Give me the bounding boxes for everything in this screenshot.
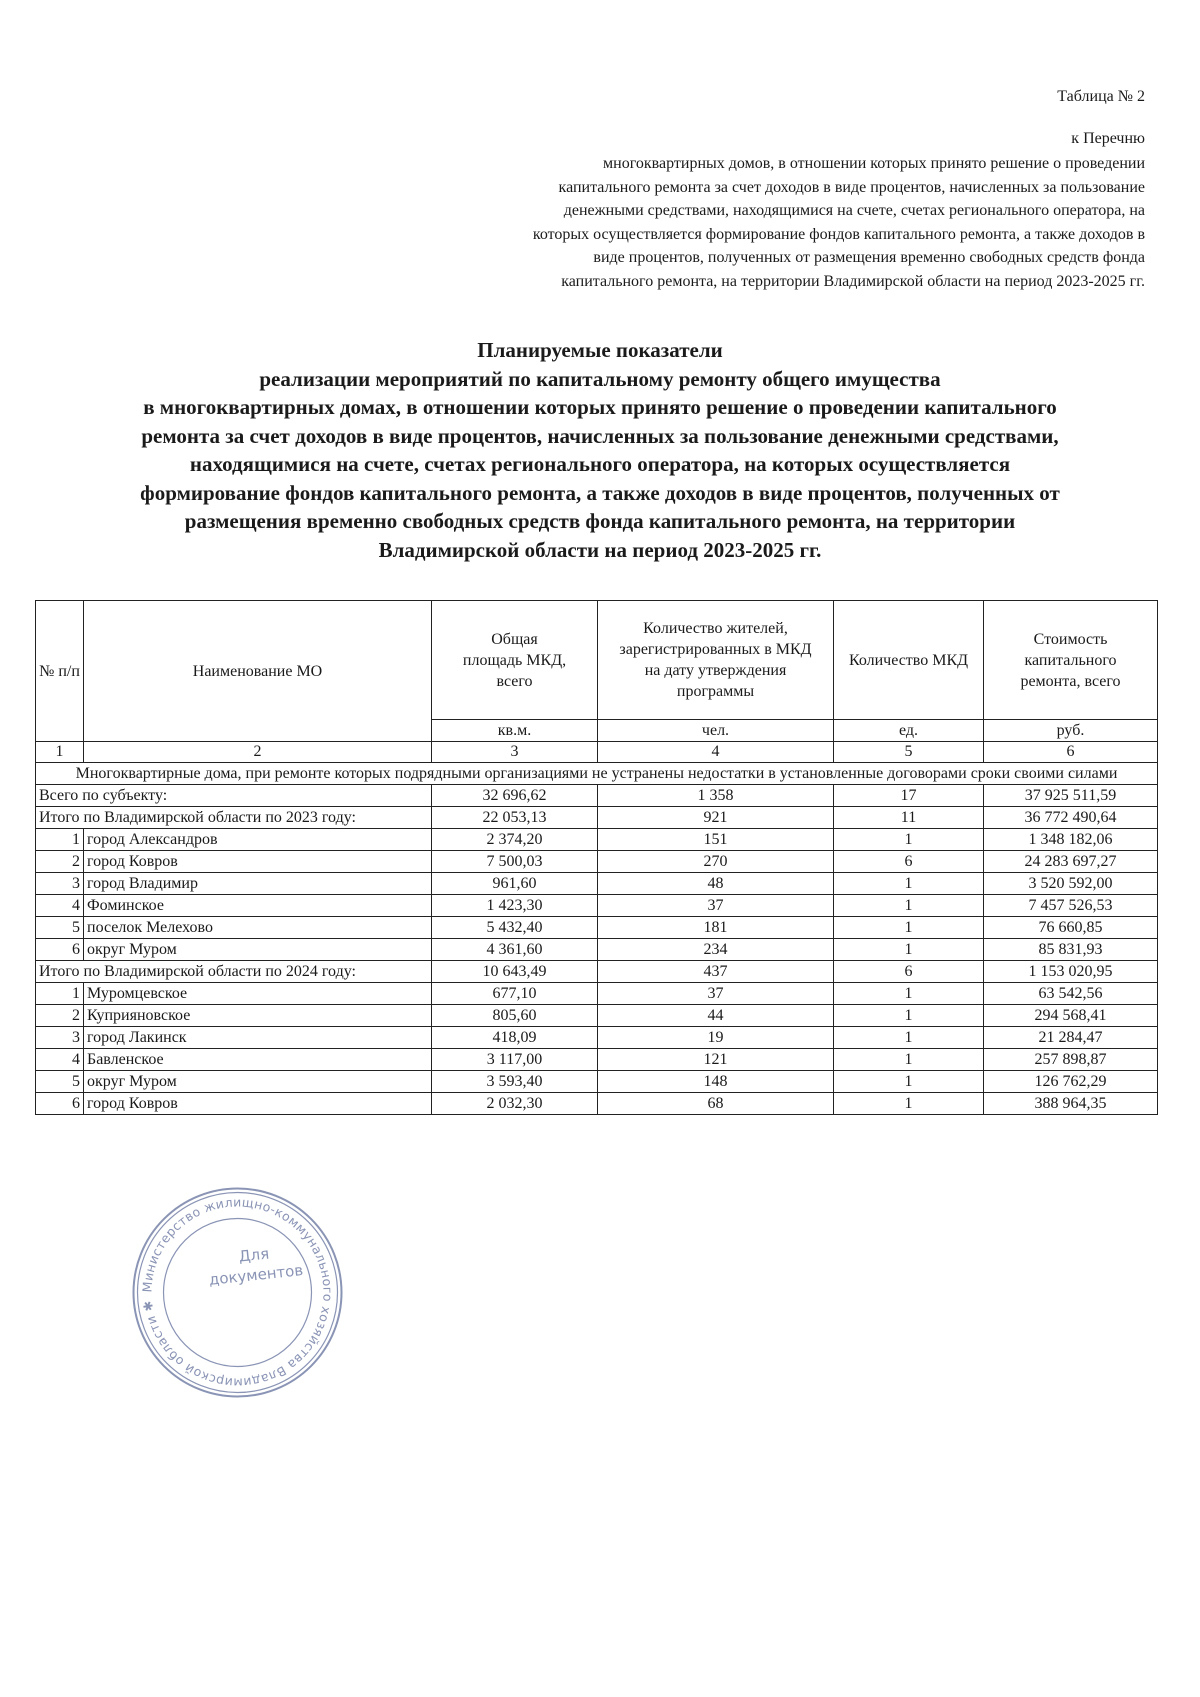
row-num: 3 bbox=[36, 873, 84, 895]
row-area: 1 423,30 bbox=[432, 895, 598, 917]
row-num: 6 bbox=[36, 1093, 84, 1115]
table-row bbox=[36, 895, 1158, 917]
header-num: № п/п bbox=[36, 601, 84, 742]
subtotal-cost: 36 772 490,64 bbox=[984, 807, 1158, 829]
row-residents: 270 bbox=[598, 851, 834, 873]
row-count: 1 bbox=[834, 895, 984, 917]
table-row bbox=[36, 917, 1158, 939]
row-area: 805,60 bbox=[432, 1005, 598, 1027]
row-name: округ Муром bbox=[84, 1071, 432, 1093]
row-cost: 294 568,41 bbox=[984, 1005, 1158, 1027]
title-line: размещения временно свободных средств фонда капитального ремонта, на территории bbox=[184, 509, 1016, 533]
row-num: 2 bbox=[36, 1005, 84, 1027]
col-num: 3 bbox=[432, 742, 598, 763]
total-label: Всего по субъекту: bbox=[36, 785, 432, 807]
subtotal-residents: 437 bbox=[598, 961, 834, 983]
row-residents: 48 bbox=[598, 873, 834, 895]
row-residents: 151 bbox=[598, 829, 834, 851]
row-num: 3 bbox=[36, 1027, 84, 1049]
row-area: 4 361,60 bbox=[432, 939, 598, 961]
row-count: 1 bbox=[834, 939, 984, 961]
row-area: 7 500,03 bbox=[432, 851, 598, 873]
reference-line: капитального ремонта, на территории Владимирской области на период 2023-2025 гг. bbox=[561, 272, 1145, 290]
table-row bbox=[36, 1071, 1158, 1093]
row-residents: 68 bbox=[598, 1093, 834, 1115]
table-number: Таблица № 2 bbox=[1057, 88, 1145, 105]
reference-line: виде процентов, полученных от размещения временно свободных средств фонда bbox=[593, 249, 1145, 266]
title-line: в многоквартирных домах, в отношении которых принято решение о проведении капитального bbox=[143, 395, 1057, 419]
row-residents: 37 bbox=[598, 983, 834, 1005]
subtotal-cost: 1 153 020,95 bbox=[984, 961, 1158, 983]
row-area: 961,60 bbox=[432, 873, 598, 895]
row-count: 1 bbox=[834, 1005, 984, 1027]
row-cost: 85 831,93 bbox=[984, 939, 1158, 961]
table-row bbox=[36, 1027, 1158, 1049]
row-num: 1 bbox=[36, 983, 84, 1005]
total-row bbox=[36, 785, 1158, 807]
row-name: Куприяновское bbox=[84, 1005, 432, 1027]
reference-heading: к Перечню bbox=[1071, 130, 1145, 147]
col-num: 6 bbox=[984, 742, 1158, 763]
row-count: 1 bbox=[834, 1027, 984, 1049]
official-stamp bbox=[130, 1185, 345, 1400]
title-line: реализации мероприятий по капитальному ремонту общего имущества bbox=[259, 366, 941, 391]
row-area: 2 032,30 bbox=[432, 1093, 598, 1115]
row-area: 3 593,40 bbox=[432, 1071, 598, 1093]
header-name: Наименование МО bbox=[84, 601, 432, 742]
row-name: город Владимир bbox=[84, 873, 432, 895]
row-area: 2 374,20 bbox=[432, 829, 598, 851]
unit-residents: чел. bbox=[598, 720, 834, 742]
row-name: Бавленское bbox=[84, 1049, 432, 1071]
row-residents: 121 bbox=[598, 1049, 834, 1071]
row-num: 6 bbox=[36, 939, 84, 961]
header-area: Общая площадь МКД, всего bbox=[432, 601, 598, 720]
row-residents: 234 bbox=[598, 939, 834, 961]
header-residents: Количество жителей, зарегистрированных в МКД на дату утверждения программы bbox=[598, 601, 834, 720]
row-count: 1 bbox=[834, 1093, 984, 1115]
subtotal-count: 6 bbox=[834, 961, 984, 983]
row-count: 1 bbox=[834, 917, 984, 939]
title-line: ремонта за счет доходов в виде процентов, начисленных за пользование денежными средствами, bbox=[141, 423, 1059, 448]
row-cost: 1 348 182,06 bbox=[984, 829, 1158, 851]
table-header-row bbox=[36, 601, 1158, 720]
row-name: округ Муром bbox=[84, 939, 432, 961]
subtotal-label: Итого по Владимирской области по 2023 году: bbox=[36, 807, 432, 829]
subtotal-count: 11 bbox=[834, 807, 984, 829]
subtotal-area: 10 643,49 bbox=[432, 961, 598, 983]
header-cost: Стоимость капитального ремонта, всего bbox=[984, 601, 1158, 720]
stamp-inner-line: документов bbox=[208, 1261, 305, 1289]
row-cost: 388 964,35 bbox=[984, 1093, 1158, 1115]
indicators-table bbox=[35, 600, 1158, 1115]
row-num: 1 bbox=[36, 829, 84, 851]
unit-area: кв.м. bbox=[432, 720, 598, 742]
row-cost: 63 542,56 bbox=[984, 983, 1158, 1005]
title-line: Планируемые показатели bbox=[477, 338, 723, 362]
row-num: 5 bbox=[36, 917, 84, 939]
row-cost: 21 284,47 bbox=[984, 1027, 1158, 1049]
col-num: 4 bbox=[598, 742, 834, 763]
table-row bbox=[36, 1093, 1158, 1115]
row-name: город Ковров bbox=[84, 1093, 432, 1115]
unit-cost: руб. bbox=[984, 720, 1158, 742]
column-numbers-row bbox=[36, 742, 1158, 763]
title-line: Владимирской области на период 2023-2025 гг. bbox=[378, 537, 822, 562]
table-row bbox=[36, 939, 1158, 961]
row-residents: 181 bbox=[598, 917, 834, 939]
total-residents: 1 358 bbox=[598, 785, 834, 807]
reference-line: денежными средствами, находящимися на счете, счетах регионального оператора, на bbox=[563, 202, 1145, 219]
row-num: 4 bbox=[36, 1049, 84, 1071]
row-cost: 3 520 592,00 bbox=[984, 873, 1158, 895]
row-residents: 37 bbox=[598, 895, 834, 917]
row-residents: 19 bbox=[598, 1027, 834, 1049]
row-residents: 44 bbox=[598, 1005, 834, 1027]
table-row bbox=[36, 1049, 1158, 1071]
col-num: 1 bbox=[36, 742, 84, 763]
row-count: 1 bbox=[834, 1071, 984, 1093]
stamp-inner-line: Для bbox=[237, 1244, 270, 1266]
row-cost: 126 762,29 bbox=[984, 1071, 1158, 1093]
col-num: 2 bbox=[84, 742, 432, 763]
total-count: 17 bbox=[834, 785, 984, 807]
row-cost: 257 898,87 bbox=[984, 1049, 1158, 1071]
section-title: Многоквартирные дома, при ремонте которых подрядными организациями не устранены недостатки в установленные договорами сроки своими силами bbox=[36, 763, 1158, 785]
unit-count: ед. bbox=[834, 720, 984, 742]
row-count: 6 bbox=[834, 851, 984, 873]
reference-text bbox=[440, 152, 1145, 293]
document-title bbox=[35, 336, 1165, 564]
svg-text:Министерство жилищно-коммуналь bbox=[139, 1194, 335, 1390]
reference-line: капитального ремонта за счет доходов в виде процентов, начисленных за пользование bbox=[558, 178, 1145, 196]
title-line: формирование фондов капитального ремонта, а также доходов в виде процентов, полученных от bbox=[140, 480, 1060, 505]
row-num: 5 bbox=[36, 1071, 84, 1093]
section-row bbox=[36, 763, 1158, 785]
row-num: 4 bbox=[36, 895, 84, 917]
row-count: 1 bbox=[834, 1049, 984, 1071]
row-area: 5 432,40 bbox=[432, 917, 598, 939]
table-row bbox=[36, 983, 1158, 1005]
row-cost: 24 283 697,27 bbox=[984, 851, 1158, 873]
row-count: 1 bbox=[834, 873, 984, 895]
subtotal-label: Итого по Владимирской области по 2024 году: bbox=[36, 961, 432, 983]
row-name: город Александров bbox=[84, 829, 432, 851]
row-name: Фоминское bbox=[84, 895, 432, 917]
title-line: находящимися на счете, счетах регионального оператора, на которых осуществляется bbox=[189, 452, 1011, 476]
table-row bbox=[36, 829, 1158, 851]
table-row bbox=[36, 1005, 1158, 1027]
subtotal-row-2024 bbox=[36, 961, 1158, 983]
row-name: город Лакинск bbox=[84, 1027, 432, 1049]
table-row bbox=[36, 873, 1158, 895]
total-cost: 37 925 511,59 bbox=[984, 785, 1158, 807]
row-name: город Ковров bbox=[84, 851, 432, 873]
reference-line: многоквартирных домов, в отношении которых принято решение о проведении bbox=[603, 155, 1145, 172]
row-area: 677,10 bbox=[432, 983, 598, 1005]
row-name: поселок Мелехово bbox=[84, 917, 432, 939]
subtotal-residents: 921 bbox=[598, 807, 834, 829]
row-cost: 76 660,85 bbox=[984, 917, 1158, 939]
col-num: 5 bbox=[834, 742, 984, 763]
row-area: 418,09 bbox=[432, 1027, 598, 1049]
reference-line: которых осуществляется формирование фондов капитального ремонта, а также доходов в bbox=[532, 225, 1145, 243]
total-area: 32 696,62 bbox=[432, 785, 598, 807]
subtotal-area: 22 053,13 bbox=[432, 807, 598, 829]
row-name: Муромцевское bbox=[84, 983, 432, 1005]
row-area: 3 117,00 bbox=[432, 1049, 598, 1071]
row-num: 2 bbox=[36, 851, 84, 873]
header-count: Количество МКД bbox=[834, 601, 984, 720]
subtotal-row-2023 bbox=[36, 807, 1158, 829]
row-residents: 148 bbox=[598, 1071, 834, 1093]
row-count: 1 bbox=[834, 983, 984, 1005]
table-row bbox=[36, 851, 1158, 873]
row-count: 1 bbox=[834, 829, 984, 851]
row-cost: 7 457 526,53 bbox=[984, 895, 1158, 917]
stamp-ring-text: Министерство жилищно-коммунального хозяйства Владимирской области ✱ bbox=[139, 1194, 336, 1391]
